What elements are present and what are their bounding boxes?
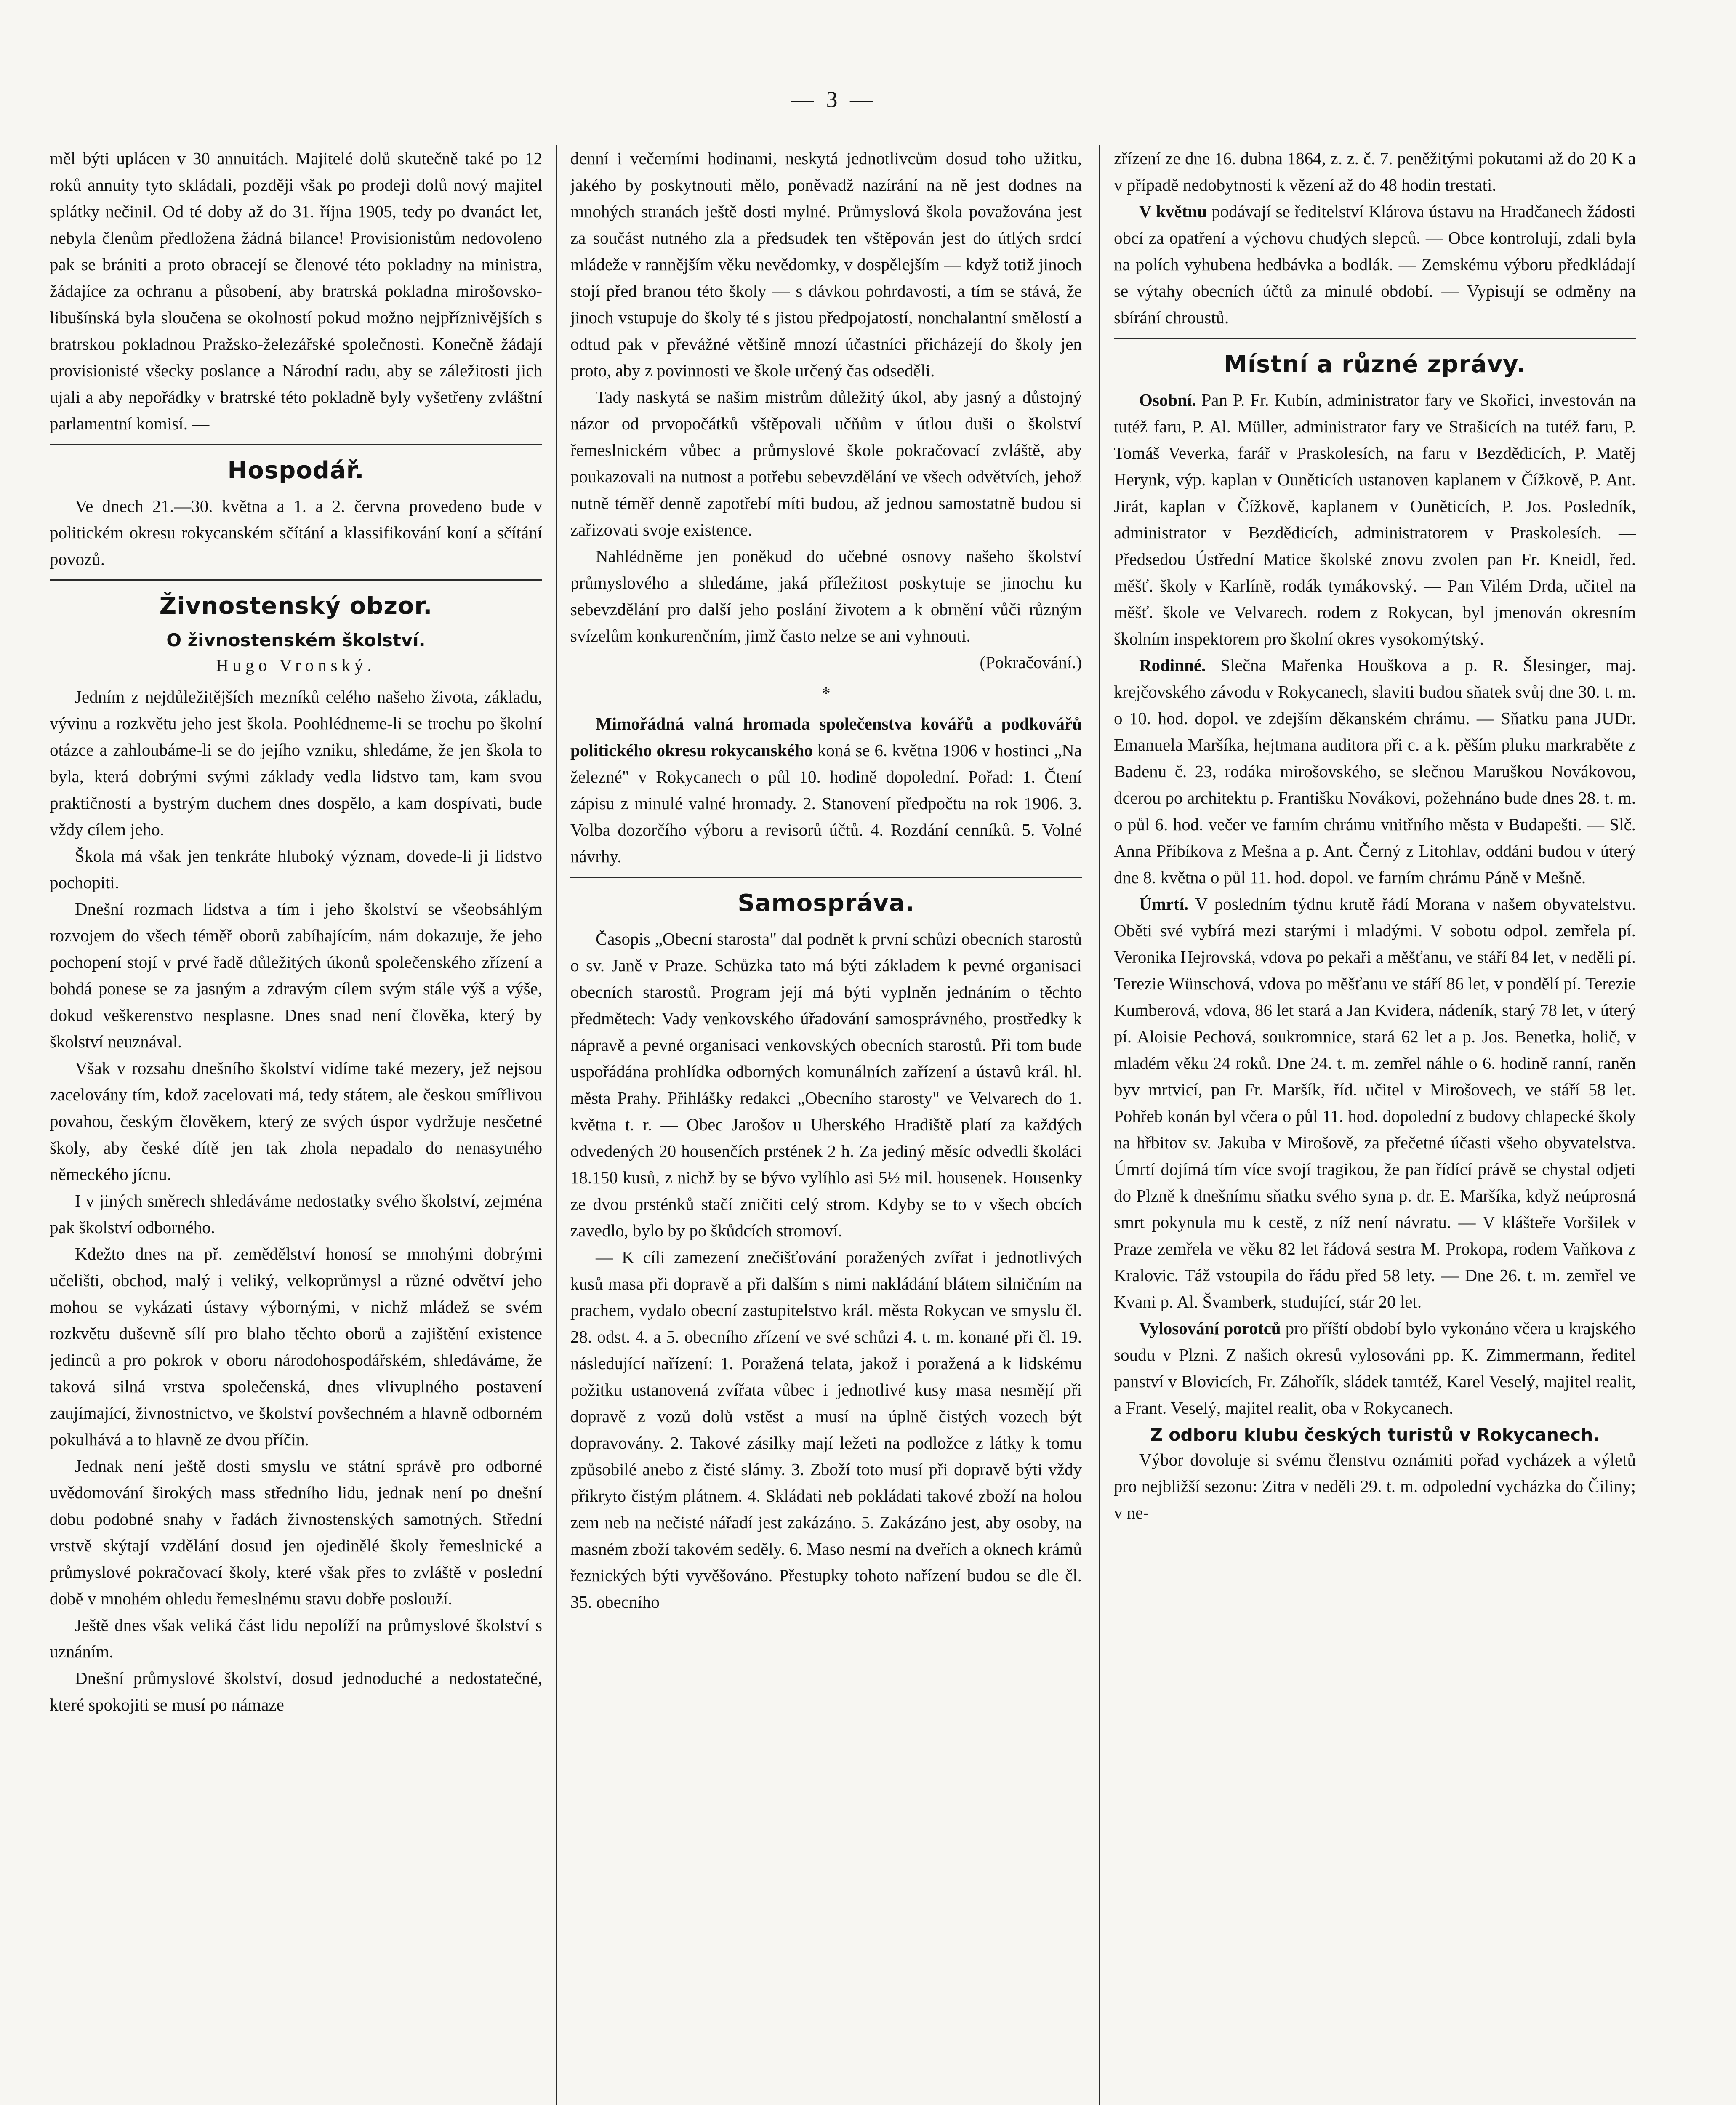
column-2 [570, 145, 1082, 2105]
column-divider-1 [556, 145, 557, 2105]
hromada-heading: Mimořádná valná hromada společenstva kovářů a podkovářů politického okresu rokycanského [570, 714, 1082, 760]
provisionist-article-end: měl býti uplácen v 30 annuitách. Majitelé dolů skutečně také po 12 roků annuity tyto skládali, později však po prodeji dolů nový majitel splátky nečinil. Od té doby až do 31. října 1905, tedy po dvanáct let, nebyla členům předložena žádná bilance! Provisionistům nedovoleno pak se brániti a proto obracejí se členové této pokladny na ministra, žádajíce za ochranu a působení, aby bratrská pokladna mirošovsko-libušínská byla sloučena se okolností pokud možno nejpříznivějších s bratrskou pokladnou Pražsko-železářské společnosti. Konečně žádají provisionisté všecky poslance a Národní radu, aby se záležitosti jich ujali a aby nepořádky v bratrské této pokladně byly vyšetřeny zvláštní parlamentní komisí. — [50, 149, 542, 433]
section-divider [570, 877, 1082, 878]
news-item-text: Slečna Mařenka Houškova a p. R. Šlesinger, maj. krejčovského závodu v Rokycanech, slaviti budou sňatek svůj dne 30. t. m. o 10. hod. dopol. ve zdejším děkanském chrámu. — Sňatku pana JUDr. Emanuela Maršíka, hejtmana auditora při c. a k. pěším pluku markraběte z Badenu č. 23, rodáka mirošovského, se slečnou Maruškou Novákovou, dcerou po architektu p. Františku Novákovi, požehnáno bude dnes 28. t. m. o půl 6. hod. večer ve farním chrámu vnitřního města v Budapešti. — Slč. Anna Příbíkova z Mešna a p. Ant. Černý z Litohlav, oddáni budou v úterý dne 8. května o půl 11. hod. dopol. ve farním chrámu Páně v Mešně. [1114, 655, 1636, 887]
article-paragraph: Však v rozsahu dnešního školství vidíme také mezery, jež nejsou zacelovány tím, kdož zacelovati má, tedy státem, ale českou smířlivou povahou, českým člověkem, který ze svých úspor vydržuje nesčetné školy, aby české dítě jen tak zhola nepadalo do nenasytného německého jícnu. [50, 1058, 542, 1184]
section-title-mistni: Místní a různé zprávy. [1224, 351, 1526, 378]
news-item-lead: Rodinné. [1139, 655, 1206, 675]
section-title-samosprava: Samospráva. [738, 890, 915, 917]
news-item-text: V posledním týdnu krutě řádí Morana v našem obyvatelstvu. Oběti své vybírá mezi starými i mladými. V sobotu odpol. zemřela pí. Veronika Hejrovská, vdova po pekaři a měšťanu, ve stáří 84 let, v neděli pí. Terezie Wünschová, vdova po měšťanu ve stáří 86 let, v pondělí pí. Terezie Kumberová, vdova, 86 let stará a Jan Kvidera, nádeník, starý 78 let, v úterý pí. Aloisie Pechová, soukromnice, stará 62 let a p. Jos. Benetka, holič, v mladém věku 24 roků. Dne 24. t. m. zemřel náhle o 6. hodině ranní, raněn byv mrtvicí, pan Fr. Maršík, říd. učitel v Mirošovech, ve stáří 58 let. Pohřeb konán byl včera o půl 11. hod. dopolední z budovy chlapecké školy na hřbitov sv. Jakuba v Mirošově, za přečetné účasti všeho obyvatelstva. Úmrtí dojímá tím více svojí tragikou, že pan řídící právě se chystal odjeti do Plzně k dnešnímu sňatku svého syna p. dr. E. Maršíka, když neúprosná smrt pokynula mu k cestě, z níž není návratu. — V klášteře Voršilek v Praze zemřela ve věku 82 let řádová sestra M. Prokopa, rodem Vaňkova z Kralovic. Táž vstoupila do řádu před 58 lety. — Dne 26. t. m. zemřel ve Kvani p. Al. Švamberk, studující, stár 20 let. [1114, 894, 1636, 1311]
column-3 [1114, 145, 1636, 2105]
article-paragraph: Jednak není ještě dosti smyslu ve státní správě pro odborné uvědomování širokých mass středního lidu, jednak není po dnešní dobu podobné snahy v řadách živnostenských samotných. Střední vrstvě skýtají vzdělání dosud jen ojedinělé školy řemeslnické a průmyslové pokračovací školy, které však přes to zvláště v poslední době v mnohém ohledu řemeslnému stavu dobře poslouží. [50, 1456, 542, 1608]
section-divider [50, 444, 542, 445]
column-divider-2 [1099, 145, 1100, 2105]
article-paragraph: Ještě dnes však veliká část lidu nepolíží na průmyslové školství s uznáním. [50, 1615, 542, 1661]
article-paragraph: zřízení ze dne 16. dubna 1864, z. z. č. 7. peněžitými pokutami až do 20 K a v případě nedobytnosti k vězení až do 48 hodin trestati. [1114, 149, 1636, 195]
hospodar-text: Ve dnech 21.—30. května a 1. a 2. června provedeno bude v politickém okresu rokycanském sčítání a klassifikování koní a sčítání povozů. [50, 496, 542, 569]
article-author: Hugo Vronský. [216, 655, 376, 675]
article-paragraph: Dnešní rozmach lidstva a tím i jeho školství se všeobsáhlým rozvojem do všech téměř oborů zabíhajícím, nám dokazuje, že jeho pochopení stojí v prvé řadě důležitých úkonů společenského zřízení a bohdá ponese se za jasným a zdravým cílem svým stále výš a výše, dokud veškerenstvo nesplasne. Dnes snad není člověka, který by školství neuznával. [50, 899, 542, 1051]
hromada-text: koná se 6. května 1906 v hostinci „Na železné" v Rokycanech o půl 10. hodině dopolední. Pořad: 1. Čtení zápisu z minulé valné hromady. 2. Stanovení předpočtu na rok 1906. 3. Volba dozorčího výboru a revisorů účtů. 4. Rozdání cenníků. 5. Volné návrhy. [570, 741, 1082, 866]
klub-text: Výbor dovoluje si svému členstvu oznámiti pořad vycházek a výletů pro nejbližší sezonu: Zitra v neděli 29. t. m. odpolední vycházka do Čiliny; v ne- [1114, 1450, 1636, 1522]
samosprava-paragraph: — K cíli zamezení znečišťování poražených zvířat i jednotlivých kusů masa při dopravě a při dalším s nimi nakládání blátem silničním na prachem, vydalo obecní zastupitelstvo král. města Rokycan ve smyslu čl. 28. odst. 4. a 5. obecního zřízení ve své schůzi 4. t. m. konané při čl. 19. následující nařízení: 1. Poražená telata, jakož i poražená a k lidskému požitku ustanovená zvířata vůbec i jednotlivé kusy masa nesmějí při dopravě z vozů dolů vstěst a musí na úplně čistých vozech být dopravovány. 2. Takové zásilky mají ležeti na podložce z látky k tomu způsobilé anebo z čisté slámy. 3. Zboží toto musí při dopravě býti vždy přikryto čistým plátnem. 4. Skládati neb pokládati takové zboží na holou zem neb na nečisté nářadí jest zakázáno. 5. Zakázáno jest, aby osoby, na masném zboží takovém seděly. 6. Maso nesmí na dveřích a oknech krámů řeznických býti vyvěšováno. Přestupky tohoto nařízení budou se dle čl. 35. obecního [570, 1247, 1082, 1612]
article-paragraph: Dnešní průmyslové školství, dosud jednoduché a nedostatečné, které spokojiti se musí po námaze [50, 1668, 542, 1714]
kvetnu-lead: V květnu [1139, 202, 1207, 221]
news-item-text: Pan P. Fr. Kubín, administrator fary ve Skořici, investován na tutéž faru, P. Al. Müller, administrator fary ve Strašicích na tutéž faru, P. Tomáš Veverka, farář v Praskolesích, na faru v Bezdědicích, P. Matěj Herynk, výp. kaplan v Ouněticích ustanoven kaplanem v Čížkově, P. Ant. Jirát, kaplan v Čížkově, kaplanem v Ouněticích, P. Jos. Posledník, administrator v Bezdědicích, administratorem v Praskolesích. — Předsedou Ústřední Matice školské znovu zvolen pan Fr. Kneidl, řed. měšť. školy v Karlíně, rodák tymákovský. — Pan Vilém Drda, učitel na měšť. škole ve Velvarech. rodem z Rokycan, byl jmenován okresním školním inspektorem pro školní okres vysokomýtský. [1114, 390, 1636, 648]
article-paragraph: Jedním z nejdůležitějších mezníků celého našeho života, základu, vývinu a rozkvětu jeho jest škola. Poohlédneme-li se trochu po školní otázce a zahloubáme-li se do jejího vzniku, shledáme, že jen škola to byla, která dobrými svými základy vedla lidstvo tam, kam svou praktičností a bystrým duchem dnes dospělo, a kam dospívati, bude vždy cílem jeho. [50, 687, 542, 839]
asterisk-separator: * [822, 683, 831, 703]
news-item-lead: Úmrtí. [1139, 894, 1189, 914]
section-title-hospodar: Hospodář. [227, 457, 365, 484]
article-paragraph: Kdežto dnes na př. zemědělství honosí se mnohými dobrými učelišti, obchod, malý i veliký, velkoprůmysl a různé odvětví jeho mohou se vykázati ústavy výbornými, v nichž mládež se svém rozkvětu duševně sílí pro blaho těchto oborů a zajištění existence jedinců a pro pokrok v oboru národohospodářském, shledáváme, že taková silná vrstva společenská, dnes vlivuplného postavení zaujímající, živnostnictvo, ve školství povšechném a hlavně odborném pokulhává a to hlavně ze dvou příčin. [50, 1244, 542, 1449]
column-1 [50, 145, 542, 2105]
section-divider [50, 579, 542, 581]
news-item-lead: Osobní. [1139, 390, 1196, 410]
news-item-lead: Vylosování porotců [1139, 1319, 1281, 1338]
section-title-zivnostensky: Živnostenský obzor. [159, 592, 433, 620]
article-paragraph: Tady naskytá se našim mistrům důležitý úkol, aby jasný a důstojný názor od prvopočátků vštěpovali učňům v útlou duši o školství řemeslnickém vůbec a průmyslové škole pokračovací zvláště, aby poukazovali na nutnost a potřebu sebevzdělání ve všech odvětvích, jehož nutně téměř denně zapotřebí míti budou, až jednou samostatně budou si zařizovati svoje existence. [570, 387, 1082, 539]
page-number: — 3 — [791, 87, 876, 112]
continued-note: (Pokračování.) [980, 653, 1082, 672]
section-divider [1114, 338, 1636, 339]
article-paragraph: denní i večerními hodinami, neskytá jednotlivcům dosud toho užitku, jakého by poskytnouti mělo, poněvadž nazírání na ně jest dodnes na mnohých stranách ještě dosti mylné. Průmyslová škola považována jest za součást nutného zla a předsudek ten vštěpován jest do útlých srdcí mládeže v rannějším věku nevědomky, v dospělejším — když totiž jinoch stojí před branou této školy — s dávkou pohrdavosti, a tím se stává, že jinoch vstupuje do školy té s jistou předpojatostí, nonchalantní smělostí a odtud pak v převážné většině mnozí účastníci přicházejí do školy jen proto, aby z povinnosti ve škole určený čas odseděli. [570, 149, 1082, 380]
news-item-text: pro příští období bylo vykonáno včera u krajského soudu v Plzni. Z našich okresů vylosováni pp. K. Zimmermann, ředitel panství v Blovicích, Fr. Záhořík, sládek tamtéž, Karel Veselý, majitel realit, a Frant. Veselý, majitel realit, oba v Rokycanech. [1114, 1319, 1636, 1418]
kvetnu-text: podávají se ředitelství Klárova ústavu na Hradčanech žádosti obcí za opatření a výchovu chudých slepců. — Obce kontrolují, zdali byla na polích vyhubena hedbávka a bodlák. — Zemskému výboru předkládají se výtahy obecních účtů za minulé období. — Vypisují se odměny na sbírání chroustů. [1114, 202, 1636, 327]
article-title-skolstvi: O živnostenském školství. [166, 630, 426, 650]
article-paragraph: Škola má však jen tenkráte hluboký význam, dovede-li ji lidstvo pochopiti. [50, 846, 542, 892]
klub-title: Z odboru klubu českých turistů v Rokycanech. [1150, 1425, 1600, 1445]
article-paragraph: Nahlédněme jen poněkud do učebné osnovy našeho školství průmyslového a shledáme, jaká příležitost poskytuje se jinochu ku sebevzdělání pro další jeho poslání životem a k obrnění vůči různým svízelům konkurenčním, jimž často nelze se ani vyhnouti. [570, 546, 1082, 645]
samosprava-paragraph: Časopis „Obecní starosta" dal podnět k první schůzi obecních starostů o sv. Janě v Praze. Schůzka tato má býti základem k pevné organisaci obecních starostů. Program její má býti vyplněn jednáním o těchto předmětech: Vady venkovského úřadování samosprávného, prostředky k nápravě a pevné organisaci venkovských obecních starostů. Při tom bude uspořádána prohlídka odborných komunálních zařízení a ústavů král. hl. města Prahy. Přihlášky redakci „Obecního starosty" ve Velvarech do 1. května t. r. — Obec Jarošov u Uherského Hradiště platí za každých odvedených 20 housenčích prstének 2 h. Za jediný měsíc odvedli školáci 18.150 kusů, z nichž by se bývo vylíhlo asi 5½ mil. housenek. Housenky ze dvou prsténků stačí zničiti celý strom. Kdyby se to v všech obcích zavedlo, bylo by po škůdcích stromoví. [570, 929, 1082, 1240]
article-paragraph: I v jiných směrech shledáváme nedostatky svého školství, zejména pak školství odborného. [50, 1191, 542, 1237]
